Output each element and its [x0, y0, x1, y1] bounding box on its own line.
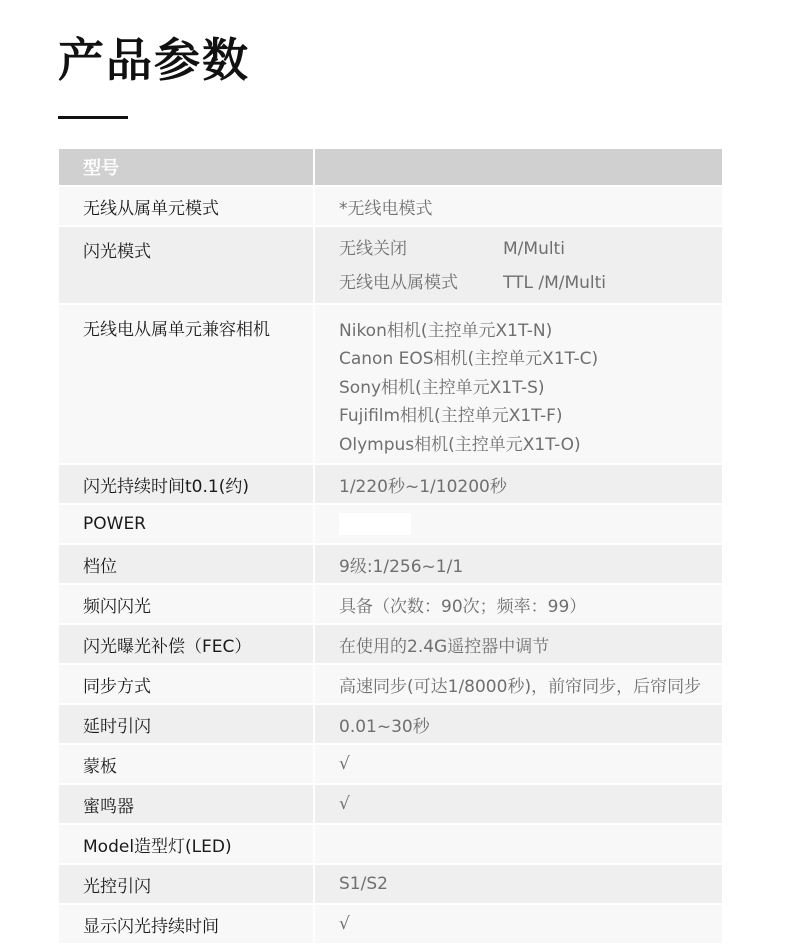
row-value: √ [339, 754, 350, 774]
row-label: 光控引闪 [83, 876, 151, 897]
row-label: 闪光模式 [83, 242, 151, 262]
mode-value: TTL /M/Multi [503, 273, 607, 293]
row-value [315, 505, 722, 543]
table-row [59, 865, 722, 905]
row-value: 具备（次数：90次；频率：99） [339, 596, 587, 617]
title-underline [58, 116, 128, 119]
row-label: Model造型灯(LED) [83, 836, 232, 857]
row-label: 显示闪光持续时间 [83, 916, 219, 937]
row-label: 频闪闪光 [83, 596, 151, 617]
table-row [59, 465, 722, 505]
table-row [59, 785, 722, 825]
table-row [59, 505, 722, 545]
table-row [59, 545, 722, 585]
list-item: Fujifilm相机(主控单元X1T-F) [339, 406, 563, 427]
row-value: S1/S2 [339, 874, 388, 894]
row-label: 无线从属单元模式 [83, 198, 219, 219]
row-label: 无线电从属单元兼容相机 [83, 320, 270, 340]
row-label: 蜜鸣器 [83, 796, 134, 817]
table-header-row [59, 149, 722, 187]
table-row [59, 665, 722, 705]
row-value [315, 305, 722, 463]
flash-mode-line [339, 266, 606, 300]
row-label: POWER [83, 514, 146, 534]
row-value: 高速同步(可达1/8000秒)，前帘同步，后帘同步 [339, 676, 702, 697]
list-item: Olympus相机(主控单元X1T-O) [339, 434, 581, 455]
row-label: 闪光持续时间t0.1(约) [83, 476, 249, 497]
header-label: 型号 [83, 158, 119, 179]
table-row [59, 187, 722, 227]
row-value: 0.01~30秒 [339, 716, 430, 737]
table-row [59, 705, 722, 745]
page-title: 产品参数 [58, 33, 250, 87]
blank-value-box [339, 513, 411, 535]
row-label: 闪光曝光补偿（FEC） [83, 636, 252, 657]
spec-table [59, 149, 722, 945]
row-label: 同步方式 [83, 676, 151, 697]
table-row [59, 745, 722, 785]
row-value [315, 227, 722, 303]
row-value [315, 825, 722, 863]
row-label: 蒙板 [83, 756, 117, 777]
row-value: 1/220秒~1/10200秒 [339, 476, 507, 497]
table-row [59, 825, 722, 865]
row-value: √ [339, 914, 350, 934]
list-item: Canon EOS相机(主控单元X1T-C) [339, 349, 599, 370]
row-label: 延时引闪 [83, 716, 151, 737]
mode-name: 无线关闭 [339, 239, 407, 259]
table-row [59, 227, 722, 305]
table-row [59, 625, 722, 665]
row-value: 在使用的2.4G遥控器中调节 [339, 636, 550, 657]
table-row [59, 905, 722, 945]
row-value: 9级:1/256~1/1 [339, 556, 464, 577]
table-row [59, 585, 722, 625]
mode-value: M/Multi [503, 239, 565, 259]
row-value: *无线电模式 [339, 198, 433, 219]
table-row [59, 305, 722, 465]
row-label: 档位 [83, 556, 117, 577]
mode-name: 无线电从属模式 [339, 273, 458, 293]
list-item: Nikon相机(主控单元X1T-N) [339, 320, 553, 341]
flash-mode-line [339, 232, 565, 266]
list-item: Sony相机(主控单元X1T-S) [339, 377, 545, 398]
header-value [315, 149, 722, 185]
row-value: √ [339, 794, 350, 814]
